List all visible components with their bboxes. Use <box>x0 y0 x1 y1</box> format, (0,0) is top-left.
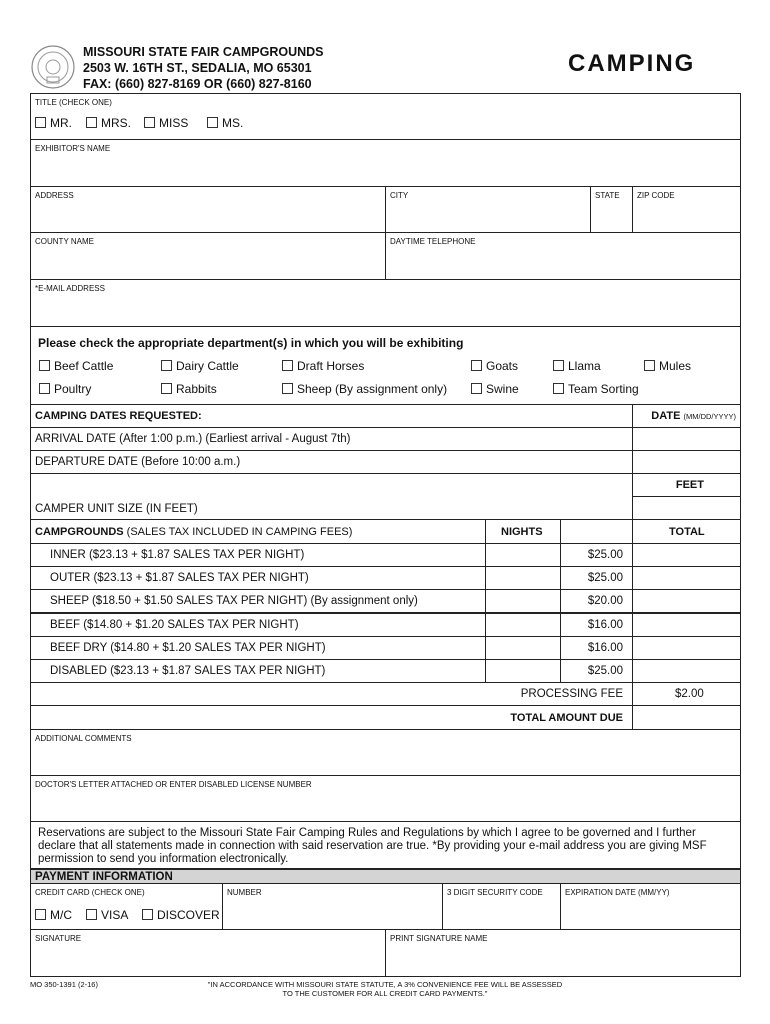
dept-team-sorting[interactable]: Team Sorting <box>553 382 639 396</box>
row-total-input[interactable] <box>632 636 741 660</box>
camper-size-label: CAMPER UNIT SIZE (IN FEET) <box>30 473 633 520</box>
departure-date-label: DEPARTURE DATE (Before 10:00 a.m.) <box>30 450 633 474</box>
nights-input[interactable] <box>485 566 561 590</box>
title-section <box>30 93 741 140</box>
org-name: MISSOURI STATE FAIR CAMPGROUNDS <box>83 45 324 59</box>
rate-header <box>560 519 633 544</box>
campground-row-label: OUTER ($23.13 + $1.87 SALES TAX PER NIGHT) <box>30 566 486 590</box>
org-address: 2503 W. 16TH ST., SEDALIA, MO 65301 <box>83 61 312 75</box>
address-field[interactable]: ADDRESS <box>30 186 386 233</box>
row-total-input[interactable] <box>632 659 741 683</box>
dept-draft-horses[interactable]: Draft Horses <box>282 359 364 373</box>
card-number-field[interactable]: NUMBER <box>222 883 443 930</box>
date-column-header: DATE (MM/DD/YYYY) <box>632 404 741 428</box>
exhibitor-name-field[interactable]: EXHIBITOR'S NAME <box>30 139 741 187</box>
title-label: TITLE (CHECK ONE) <box>35 98 112 107</box>
city-field[interactable]: CITY <box>385 186 591 233</box>
dept-rabbits[interactable]: Rabbits <box>161 382 217 396</box>
total-due-input[interactable] <box>632 705 741 730</box>
title-ms-checkbox[interactable]: MS. <box>207 116 243 130</box>
card-mc-checkbox[interactable]: M/C <box>35 908 72 922</box>
dept-llama[interactable]: Llama <box>553 359 601 373</box>
phone-field[interactable]: DAYTIME TELEPHONE <box>385 232 741 280</box>
camper-feet-input[interactable] <box>632 496 741 520</box>
nights-input[interactable] <box>485 543 561 567</box>
row-total-input[interactable] <box>632 543 741 567</box>
nights-header: NIGHTS <box>485 519 561 544</box>
campground-row-label: BEEF ($14.80 + $1.20 SALES TAX PER NIGHT) <box>30 613 486 637</box>
campground-rate: $25.00 <box>560 543 633 567</box>
additional-comments-field[interactable]: ADDITIONAL COMMENTS <box>30 729 741 776</box>
feet-header: FEET <box>632 473 741 497</box>
title-mrs-checkbox[interactable]: MRS. <box>86 116 131 130</box>
security-code-field[interactable]: 3 DIGIT SECURITY CODE <box>442 883 561 930</box>
dept-poultry[interactable]: Poultry <box>39 382 91 396</box>
campground-rate: $20.00 <box>560 589 633 613</box>
payment-header: PAYMENT INFORMATION <box>30 868 741 884</box>
card-discover-checkbox[interactable]: DISCOVER <box>142 908 220 922</box>
processing-fee-value: $2.00 <box>632 682 741 706</box>
card-visa-checkbox[interactable]: VISA <box>86 908 128 922</box>
state-field[interactable]: STATE <box>590 186 633 233</box>
credit-card-type: CREDIT CARD (CHECK ONE) M/C VISA DISCOVER <box>30 883 223 930</box>
dates-header: CAMPING DATES REQUESTED: <box>30 404 633 428</box>
row-total-input[interactable] <box>632 589 741 613</box>
zip-field[interactable]: ZIP CODE <box>632 186 741 233</box>
campground-row-label: SHEEP ($18.50 + $1.50 SALES TAX PER NIGHT) (By assignment only) <box>30 589 486 613</box>
nights-input[interactable] <box>485 589 561 613</box>
form-title: CAMPING <box>568 50 696 77</box>
campground-row-label: DISABLED ($23.13 + $1.87 SALES TAX PER NIGHT) <box>30 659 486 683</box>
dept-swine[interactable]: Swine <box>471 382 519 396</box>
dept-beef-cattle[interactable]: Beef Cattle <box>39 359 113 373</box>
campgrounds-header: CAMPGROUNDS (SALES TAX INCLUDED IN CAMPING FEES) <box>30 519 486 544</box>
expiration-date-field[interactable]: EXPIRATION DATE (MM/YY) <box>560 883 741 930</box>
agreement-text-box: Reservations are subject to the Missouri State Fair Camping Rules and Regulations by which I agree to be governed and I further declare that all statements made in connection with said reservation are true. *By providing your e-mail address you are giving MSF permission to send you information electronically. <box>30 821 741 869</box>
campground-row-label: BEEF DRY ($14.80 + $1.20 SALES TAX PER NIGHT) <box>30 636 486 660</box>
county-field[interactable]: COUNTY NAME <box>30 232 386 280</box>
arrival-date-label: ARRIVAL DATE (After 1:00 p.m.) (Earliest arrival - August 7th) <box>30 427 633 451</box>
campground-row-label: INNER ($23.13 + $1.87 SALES TAX PER NIGHT) <box>30 543 486 567</box>
form-number: MO 350-1391 (2-16) <box>30 980 98 989</box>
row-total-input[interactable] <box>632 566 741 590</box>
total-due-label: TOTAL AMOUNT DUE <box>30 705 633 730</box>
processing-fee-label: PROCESSING FEE <box>30 682 633 706</box>
departments-prompt: Please check the appropriate department(s) in which you will be exhibiting <box>38 336 464 350</box>
campground-rate: $25.00 <box>560 566 633 590</box>
title-miss-checkbox[interactable]: MISS <box>144 116 188 130</box>
signature-field[interactable]: SIGNATURE <box>30 929 386 977</box>
nights-input[interactable] <box>485 636 561 660</box>
campground-rate: $25.00 <box>560 659 633 683</box>
campground-rate: $16.00 <box>560 613 633 637</box>
campground-rate: $16.00 <box>560 636 633 660</box>
total-header: TOTAL <box>632 519 741 544</box>
email-field[interactable]: *E-MAIL ADDRESS <box>30 279 741 327</box>
dept-goats[interactable]: Goats <box>471 359 518 373</box>
convenience-fee-notice: "IN ACCORDANCE WITH MISSOURI STATE STATUTE, A 3% CONVENIENCE FEE WILL BE ASSESSED TO THE CUSTOMER FOR ALL CREDIT CARD PAYMENTS." <box>207 980 563 998</box>
departments-section <box>30 326 741 405</box>
dept-sheep[interactable]: Sheep (By assignment only) <box>282 382 447 396</box>
print-name-field[interactable]: PRINT SIGNATURE NAME <box>385 929 741 977</box>
state-seal-logo <box>30 44 76 90</box>
dept-mules[interactable]: Mules <box>644 359 691 373</box>
arrival-date-input[interactable] <box>632 427 741 451</box>
departure-date-input[interactable] <box>632 450 741 474</box>
row-total-input[interactable] <box>632 613 741 637</box>
title-mr-checkbox[interactable]: MR. <box>35 116 72 130</box>
nights-input[interactable] <box>485 613 561 637</box>
nights-input[interactable] <box>485 659 561 683</box>
dept-dairy-cattle[interactable]: Dairy Cattle <box>161 359 239 373</box>
org-fax: FAX: (660) 827-8169 OR (660) 827-8160 <box>83 77 312 91</box>
doctor-letter-field[interactable]: DOCTOR'S LETTER ATTACHED OR ENTER DISABLED LICENSE NUMBER <box>30 775 741 822</box>
